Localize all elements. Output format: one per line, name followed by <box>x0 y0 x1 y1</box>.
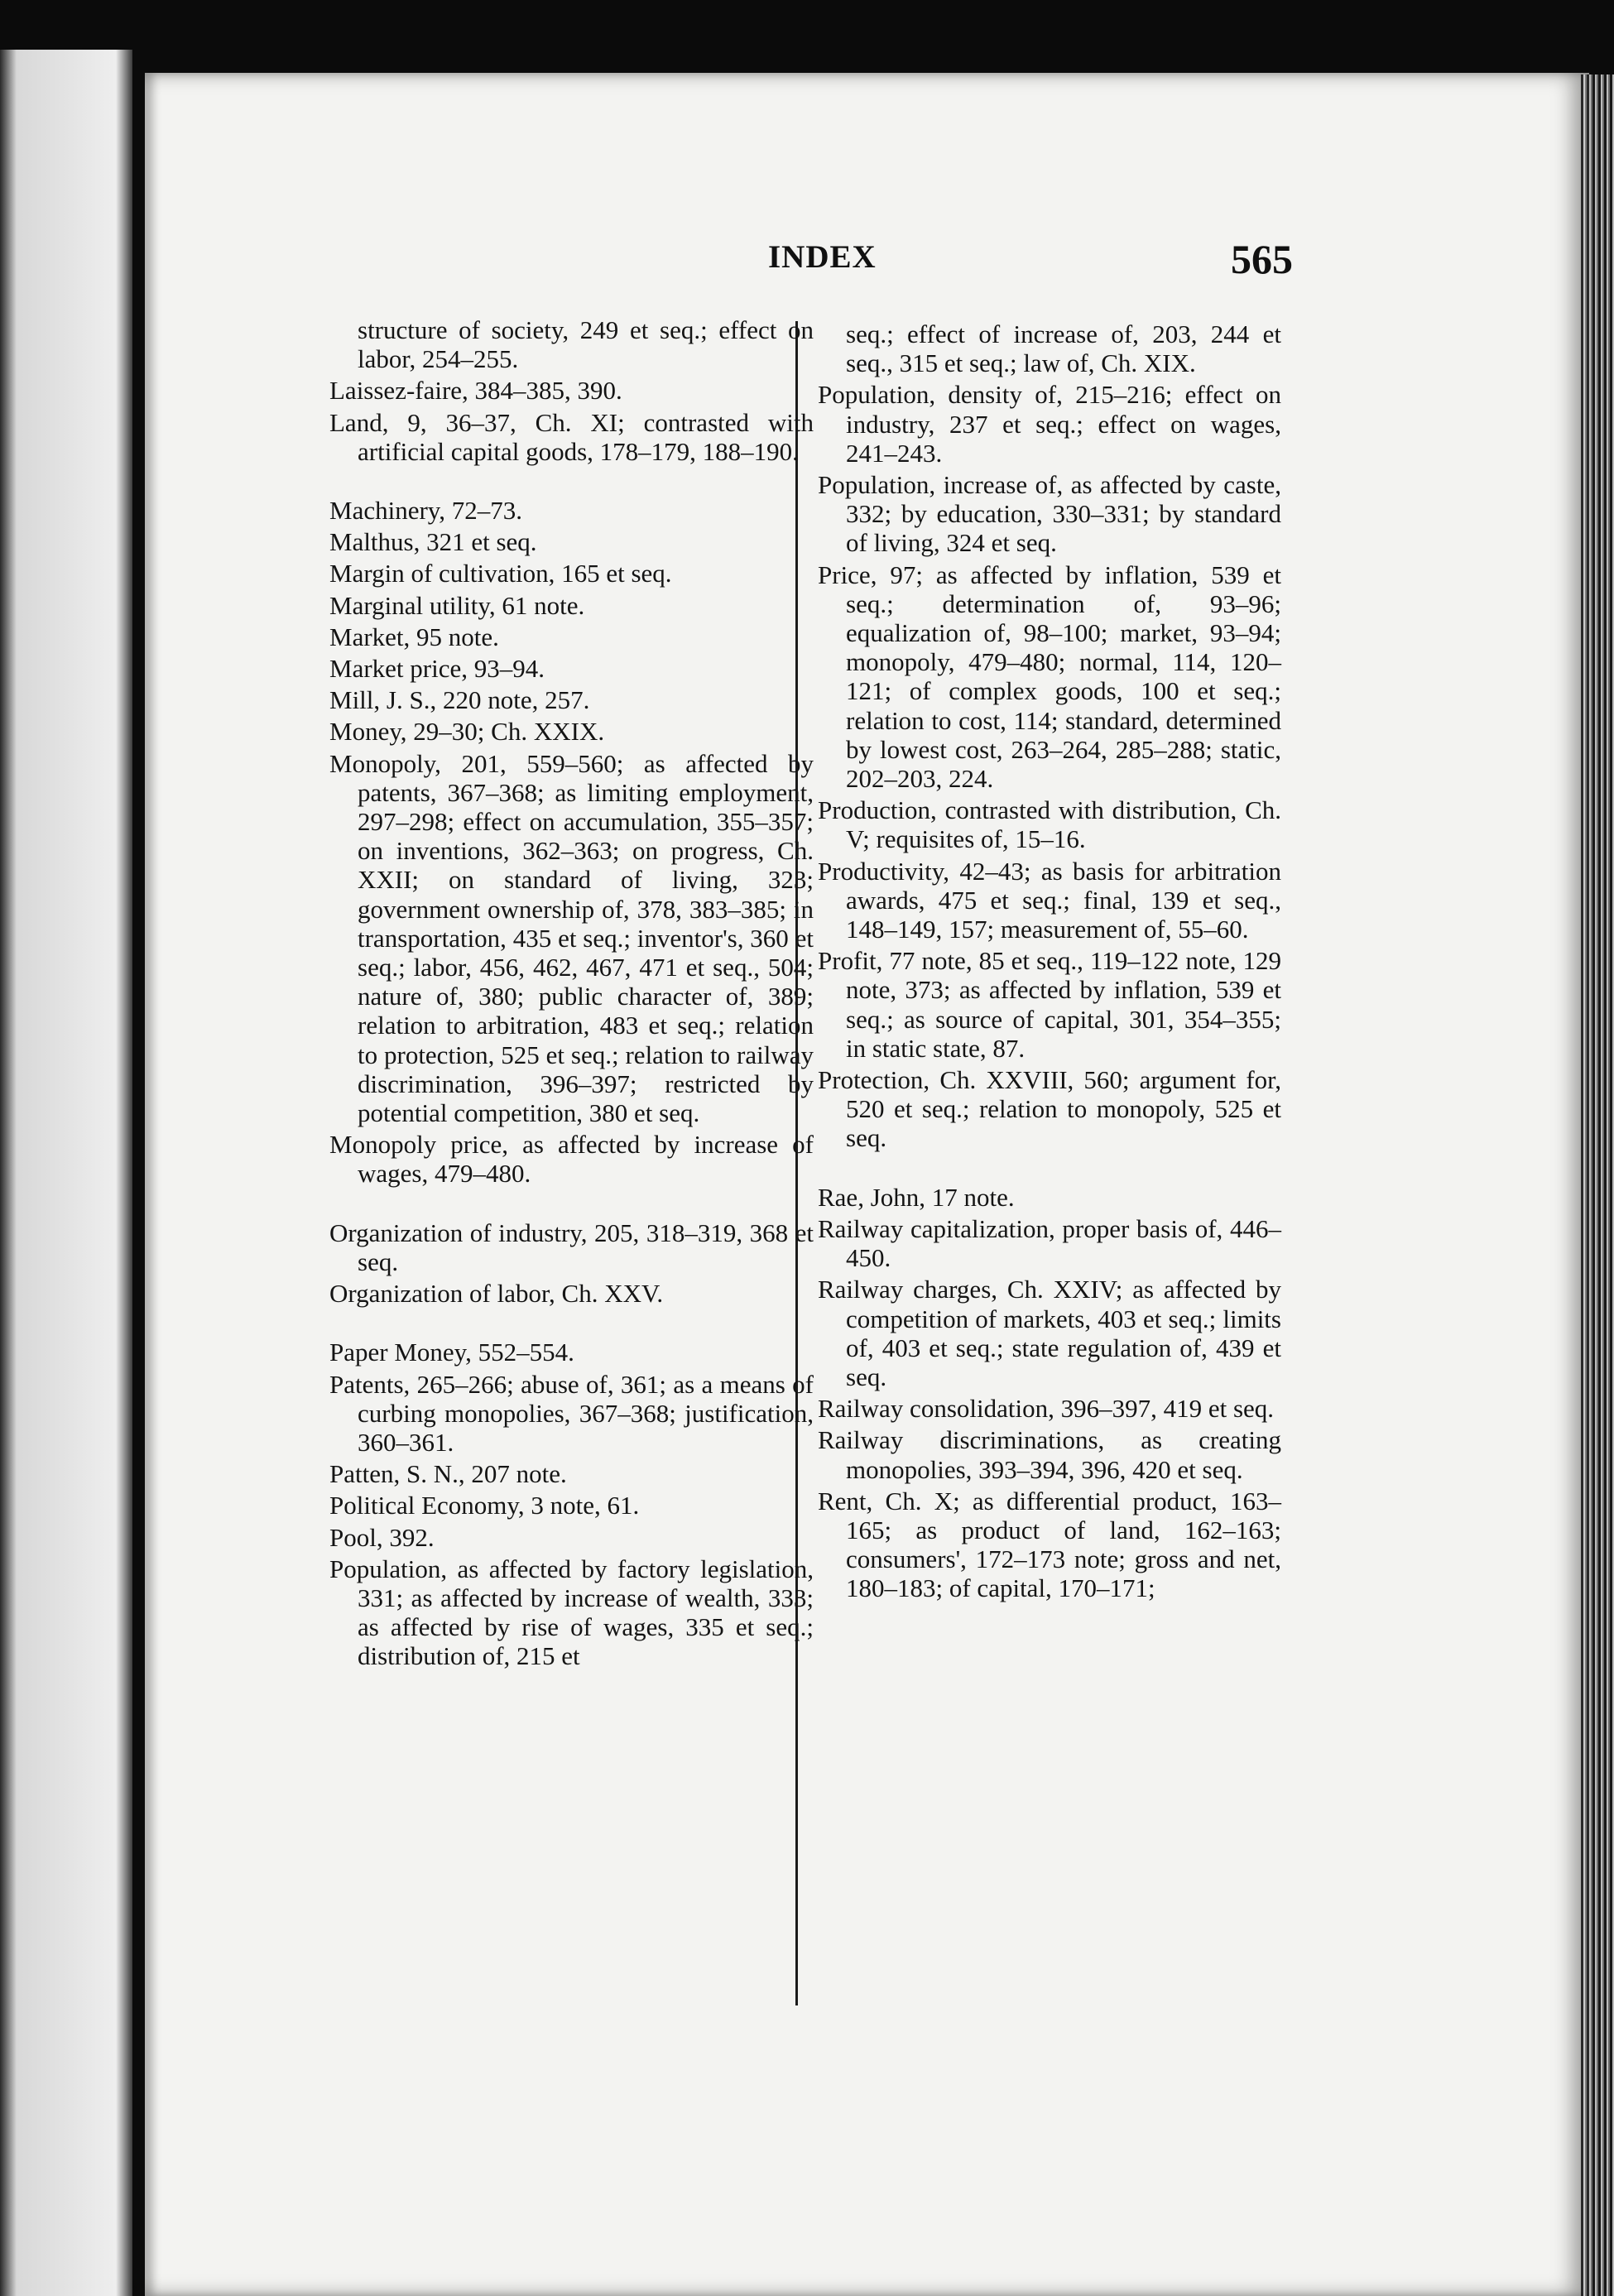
index-entry: Productivity, 42–43; as basis for arbitration awards, 475 et seq.; final, 139 et seq., 148–149, 157; measurement of, 55–60. <box>818 856 1281 944</box>
index-entry: Monopoly, 201, 559–560; as affected by patents, 367–368; as limiting employment, 297–298; effect on accumulation, 355–357; on inventions, 362–363; on progress, Ch. XXII; on standard of living, 323; government ownership of, 378, 383–385; in transportation, 435 et seq.; inventor's, 360 et seq.; labor, 456, 462, 467, 471 et seq., 504; nature of, 380; public character of, 389; relation to arbitration, 483 et seq.; relation to protection, 525 et seq.; relation to railway discrimination, 396–397; restricted by potential competition, 380 et seq. <box>329 748 814 1128</box>
index-entry: Machinery, 72–73. <box>329 496 523 526</box>
index-entry: Market, 95 note. <box>329 622 499 651</box>
index-entry: Railway discriminations, as creating monopolies, 393–394, 396, 420 et seq. <box>818 1425 1281 1484</box>
index-column-left <box>329 315 814 1674</box>
page-stack-edge <box>1581 74 1614 2296</box>
index-entry: Price, 97; as affected by inflation, 539 et seq.; determination of, 93–96; equalization of, 98–100; market, 93–94; monopoly, 479–480; normal, 114, 120–121; of complex goods, 100 et seq.; relation to cost, 114; standard, determined by lowest cost, 263–264, 285–288; static, 202–203, 224. <box>818 560 1281 794</box>
index-entry: Population, density of, 215–216; effect on industry, 237 et seq.; effect on wages, 241–243. <box>818 380 1281 468</box>
index-entry: Production, contrasted with distribution, Ch. V; requisites of, 15–16. <box>818 795 1281 854</box>
running-header-title: INDEX <box>768 239 877 275</box>
index-entry: Rae, John, 17 note. <box>818 1182 1015 1212</box>
index-entry: Pool, 392. <box>329 1522 435 1552</box>
index-entry: Mill, J. S., 220 note, 257. <box>329 685 590 715</box>
index-entry: Railway consolidation, 396–397, 419 et seq. <box>818 1394 1275 1424</box>
index-entry: Land, 9, 36–37, Ch. XI; contrasted with artificial capital goods, 178–179, 188–190. <box>329 407 814 466</box>
index-entry: Profit, 77 note, 85 et seq., 119–122 note, 129 note, 373; as affected by inflation, 539 et seq.; as source of capital, 301, 354–355; in static state, 87. <box>818 946 1281 1063</box>
index-entry: Laissez-faire, 384–385, 390. <box>329 376 622 406</box>
adjacent-page-edge <box>0 50 132 2296</box>
index-entry: structure of society, 249 et seq.; effect on labor, 254–255. <box>358 315 814 374</box>
page-number: 565 <box>1231 236 1293 282</box>
index-entry: Patents, 265–266; abuse of, 361; as a means of curbing monopolies, 367–368; justification, 360–361. <box>329 1369 814 1457</box>
index-entry: Organization of industry, 205, 318–319, 368 et seq. <box>329 1218 814 1276</box>
index-entry: Paper Money, 552–554. <box>329 1338 574 1367</box>
index-entry: Population, as affected by factory legislation, 331; as affected by increase of wealth, 333; as affected by rise of wages, 335 et seq.; distribution of, 215 et <box>329 1554 814 1671</box>
index-entry: Marginal utility, 61 note. <box>329 590 585 620</box>
index-entry: Protection, Ch. XXVIII, 560; argument for, 520 et seq.; relation to monopoly, 525 et seq. <box>818 1065 1281 1153</box>
index-entry: Population, increase of, as affected by caste, 332; by education, 330–331; by standard of living, 324 et seq. <box>818 470 1281 558</box>
index-entry: Monopoly price, as affected by increase of wages, 479–480. <box>329 1130 814 1189</box>
index-entry: Rent, Ch. X; as differential product, 163–165; as product of land, 162–163; consumers', 172–173 note; gross and net, 180–183; of capital, 170–171; <box>818 1486 1281 1603</box>
index-entry: Margin of cultivation, 165 et seq. <box>329 559 672 588</box>
index-column-right <box>818 319 1281 1606</box>
index-entry: Market price, 93–94. <box>329 654 545 684</box>
index-entry: Organization of labor, Ch. XXV. <box>329 1279 664 1309</box>
index-entry: Money, 29–30; Ch. XXIX. <box>329 717 605 747</box>
index-entry: seq.; effect of increase of, 203, 244 et seq., 315 et seq.; law of, Ch. XIX. <box>846 319 1281 378</box>
index-entry: Malthus, 321 et seq. <box>329 527 537 557</box>
index-entry: Patten, S. N., 207 note. <box>329 1459 567 1489</box>
index-entry: Railway charges, Ch. XXIV; as affected by competition of markets, 403 et seq.; limits of, 403 et seq.; state regulation of, 439 et seq. <box>818 1275 1281 1391</box>
index-entry: Political Economy, 3 note, 61. <box>329 1491 640 1520</box>
index-entry: Railway capitalization, proper basis of, 446–450. <box>818 1213 1281 1273</box>
